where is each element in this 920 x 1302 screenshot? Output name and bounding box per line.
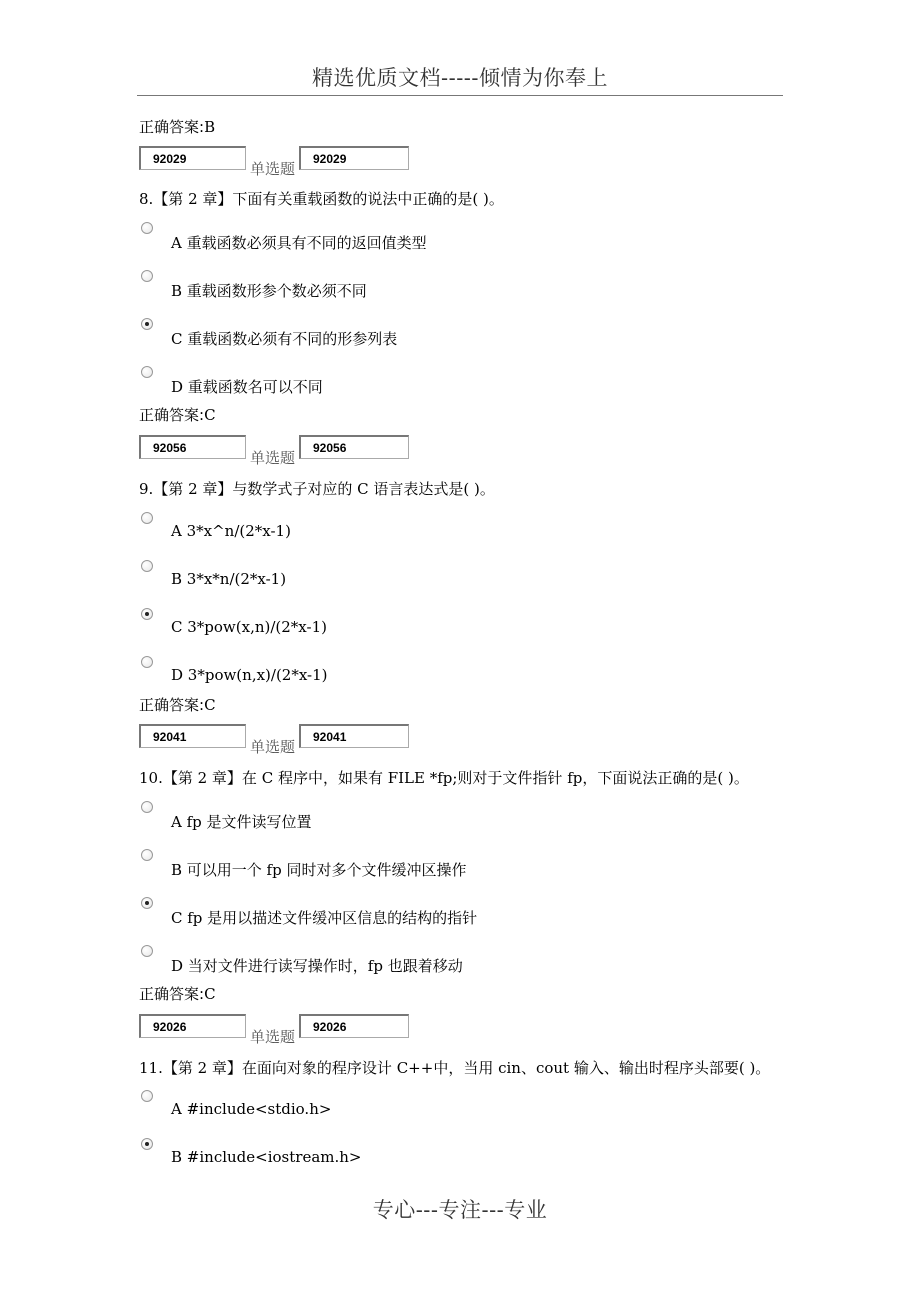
question-id-row (139, 435, 419, 467)
option-label: A 重载函数必须具有不同的返回值类型 (171, 234, 427, 252)
correct-answer-label: 正确答案: (139, 985, 205, 1003)
question-type-label: 单选题 (250, 738, 296, 756)
question-id-field-2[interactable]: 92026 (299, 1014, 409, 1038)
radio-button[interactable] (141, 270, 153, 282)
question-id-row (139, 724, 419, 756)
question-id-field-2[interactable]: 92056 (299, 435, 409, 459)
option-item[interactable] (139, 1090, 779, 1130)
option-label: A #include<stdio.h> (171, 1100, 332, 1118)
question-id-row (139, 146, 419, 178)
option-item[interactable] (139, 945, 779, 985)
radio-button-selected[interactable] (141, 318, 153, 330)
question-text: 11.【第 2 章】在面向对象的程序设计 C++中，当用 cin、cout 输入、输出时程序头部要( )。 (139, 1059, 771, 1077)
option-item[interactable] (139, 656, 779, 696)
option-label: D 3*pow(n,x)/(2*x-1) (171, 666, 328, 684)
correct-answer-value: C (204, 985, 216, 1003)
option-label: B 可以用一个 fp 同时对多个文件缓冲区操作 (171, 861, 467, 879)
question-type-label: 单选题 (250, 449, 296, 467)
radio-button[interactable] (141, 366, 153, 378)
question-id-field-2[interactable]: 92029 (299, 146, 409, 170)
question-id-field-2[interactable]: 92041 (299, 724, 409, 748)
correct-answer-value: C (204, 406, 216, 424)
page-header: 精选优质文档-----倾情为你奉上 (312, 66, 608, 90)
correct-answer (139, 116, 215, 137)
radio-button[interactable] (141, 945, 153, 957)
correct-answer-value: B (204, 118, 216, 136)
question-id-row (139, 1014, 419, 1046)
option-label: B 重载函数形参个数必须不同 (171, 282, 367, 300)
question-id-field[interactable]: 92026 (139, 1014, 246, 1038)
correct-answer-label: 正确答案: (139, 406, 205, 424)
correct-answer-value: C (204, 696, 216, 714)
question-id-field[interactable]: 92029 (139, 146, 246, 170)
option-label: D 当对文件进行读写操作时，fp 也跟着移动 (171, 957, 463, 975)
radio-button-selected[interactable] (141, 1138, 153, 1150)
radio-button-selected[interactable] (141, 608, 153, 620)
question-type-label: 单选题 (250, 160, 296, 178)
option-label: C 重载函数必须有不同的形参列表 (171, 330, 398, 348)
radio-button-selected[interactable] (141, 897, 153, 909)
option-label: C 3*pow(x,n)/(2*x-1) (171, 618, 327, 636)
option-item[interactable] (139, 1138, 779, 1178)
option-item[interactable] (139, 801, 779, 841)
option-label: A 3*x^n/(2*x-1) (171, 522, 291, 540)
page-footer: 专心---专注---专业 (372, 1198, 548, 1222)
option-item[interactable] (139, 849, 779, 889)
option-item[interactable] (139, 608, 779, 648)
radio-button[interactable] (141, 656, 153, 668)
question-id-field[interactable]: 92056 (139, 435, 246, 459)
correct-answer (139, 694, 216, 715)
radio-button[interactable] (141, 512, 153, 524)
header-divider (137, 95, 783, 96)
radio-button[interactable] (141, 222, 153, 234)
radio-button[interactable] (141, 560, 153, 572)
radio-button[interactable] (141, 849, 153, 861)
correct-answer (139, 404, 216, 425)
option-item[interactable] (139, 222, 779, 262)
question-text: 9.【第 2 章】与数学式子对应的 C 语言表达式是( )。 (139, 480, 495, 498)
radio-button[interactable] (141, 1090, 153, 1102)
question-type-label: 单选题 (250, 1028, 296, 1046)
correct-answer (139, 983, 216, 1004)
option-item[interactable] (139, 270, 779, 310)
radio-button[interactable] (141, 801, 153, 813)
correct-answer-label: 正确答案: (139, 696, 205, 714)
option-label: C fp 是用以描述文件缓冲区信息的结构的指针 (171, 909, 478, 927)
option-label: D 重载函数名可以不同 (171, 378, 323, 396)
option-item[interactable] (139, 318, 779, 358)
question-id-field[interactable]: 92041 (139, 724, 246, 748)
option-item[interactable] (139, 512, 779, 552)
option-label: B 3*x*n/(2*x-1) (171, 570, 287, 588)
option-item[interactable] (139, 366, 779, 406)
correct-answer-label: 正确答案: (139, 118, 205, 136)
question-text: 8.【第 2 章】下面有关重载函数的说法中正确的是( )。 (139, 190, 504, 208)
option-item[interactable] (139, 897, 779, 937)
option-item[interactable] (139, 560, 779, 600)
option-label: A fp 是文件读写位置 (171, 813, 312, 831)
question-text: 10.【第 2 章】在 C 程序中，如果有 FILE *fp;则对于文件指针 fp，下面说法正确的是( )。 (139, 769, 749, 787)
option-label: B #include<iostream.h> (171, 1148, 362, 1166)
